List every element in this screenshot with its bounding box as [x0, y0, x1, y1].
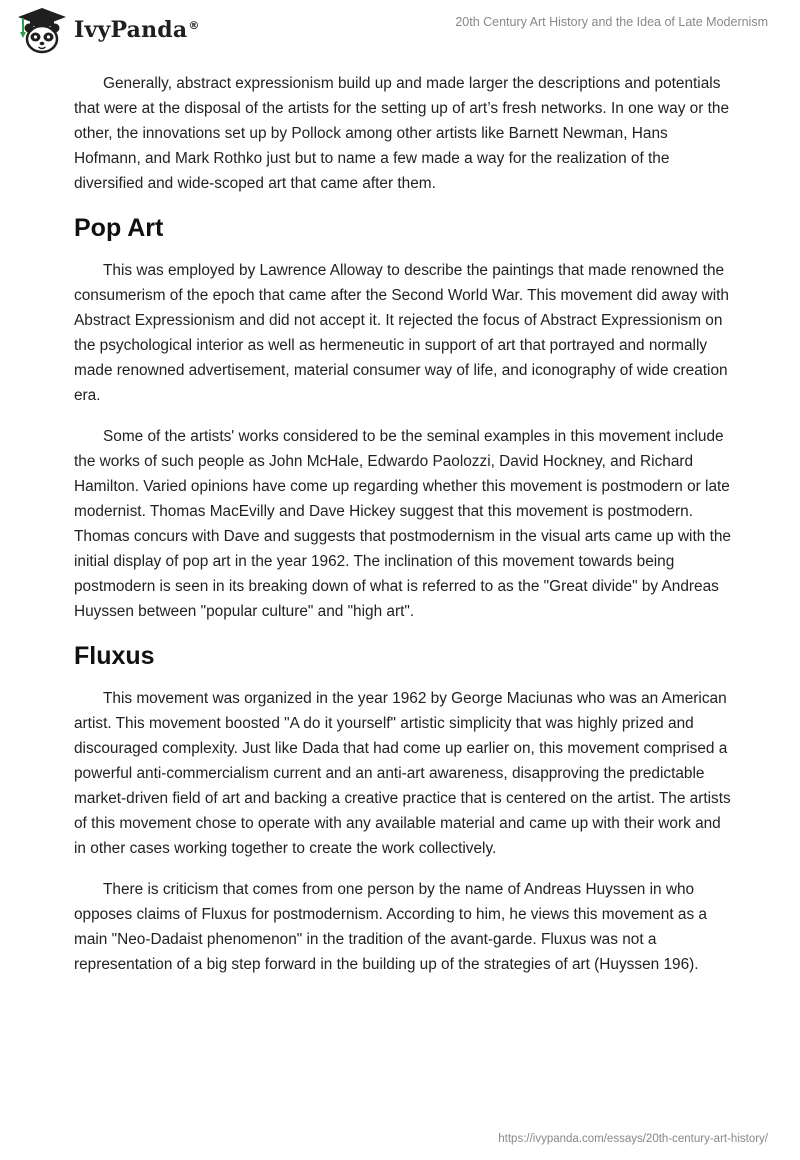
- brand-name: IvyPanda®: [74, 17, 200, 43]
- pop-art-paragraph-1: This was employed by Lawrence Alloway to describe the paintings that made renowned the consumerism of the epoch that came after the Second World War. This movement did away with Abstract Expressionism and did not accept it. It rejected the focus of Abstract Expressionism on the psychological interior as well as hermeneutic in support of art that portrayed and normally made renowned advertisement, material consumer way of life, and iconography of wide creation era.: [74, 262, 729, 404]
- fluxus-paragraph-2: There is criticism that comes from one person by the name of Andreas Huyssen in who opposes claims of Fluxus for postmodernism. According to him, he views this movement as a main "Neo-Dadaist phenomenon" in the tradition of the avant-garde. Fluxus was not a representation of a big step forward in the building up of the strategies of art (Huyssen 196).: [74, 881, 707, 973]
- document-title: 20th Century Art History and the Idea of Late Modernism: [455, 15, 768, 29]
- footer-url-link[interactable]: https://ivypanda.com/essays/20th-century-art-history/: [498, 1133, 768, 1145]
- article-body: [74, 71, 734, 993]
- section-heading-fluxus: Fluxus: [74, 642, 155, 670]
- fluxus-paragraph-1: This movement was organized in the year 1962 by George Maciunas who was an American artist. This movement boosted "A do it yourself" artistic simplicity that was highly prized and discouraged complexity. Just like Dada that had come up earlier on, this movement comprised a powerful anti-commercialism current and an anti-art awareness, disapproving the predictable market-driven field of art and backing a creative practice that is centered on the artist. The artists of this movement chose to operate with any available material and came up with their work and in other cases working together to create the work collectively.: [74, 690, 731, 857]
- page-header: [0, 0, 800, 60]
- brand-logo[interactable]: [14, 6, 200, 54]
- pop-art-paragraph-2: Some of the artists' works considered to be the seminal examples in this movement include the works of such people as John McHale, Edwardo Paolozzi, David Hockney, and Richard Hamilton. Varied opinions have come up regarding whether this movement is postmodern or late modernist. Thomas MacEvilly and Dave Hickey suggest that this movement is postmodern. Thomas concurs with Dave and suggests that postmodernism in the visual arts came up with the initial display of pop art in the year 1962. The inclination of this movement towards being postmodern is seen in its breaking down of what is referred to as the "Great divide" by Andreas Huyssen between "popular culture" and "high art".: [74, 428, 731, 620]
- registered-mark: ®: [188, 18, 200, 32]
- panda-graduate-icon: [14, 6, 70, 54]
- intro-paragraph: Generally, abstract expressionism build up and made larger the descriptions and potentials that were at the disposal of the artists for the setting up of art’s fresh networks. In one way or the other, the innovations set up by Pollock among other artists like Barnett Newman, Hans Hofmann, and Mark Rothko just but to name a few made a way for the realization of the diversified and wide-scoped art that came after them.: [74, 75, 730, 192]
- section-heading-pop-art: Pop Art: [74, 214, 164, 242]
